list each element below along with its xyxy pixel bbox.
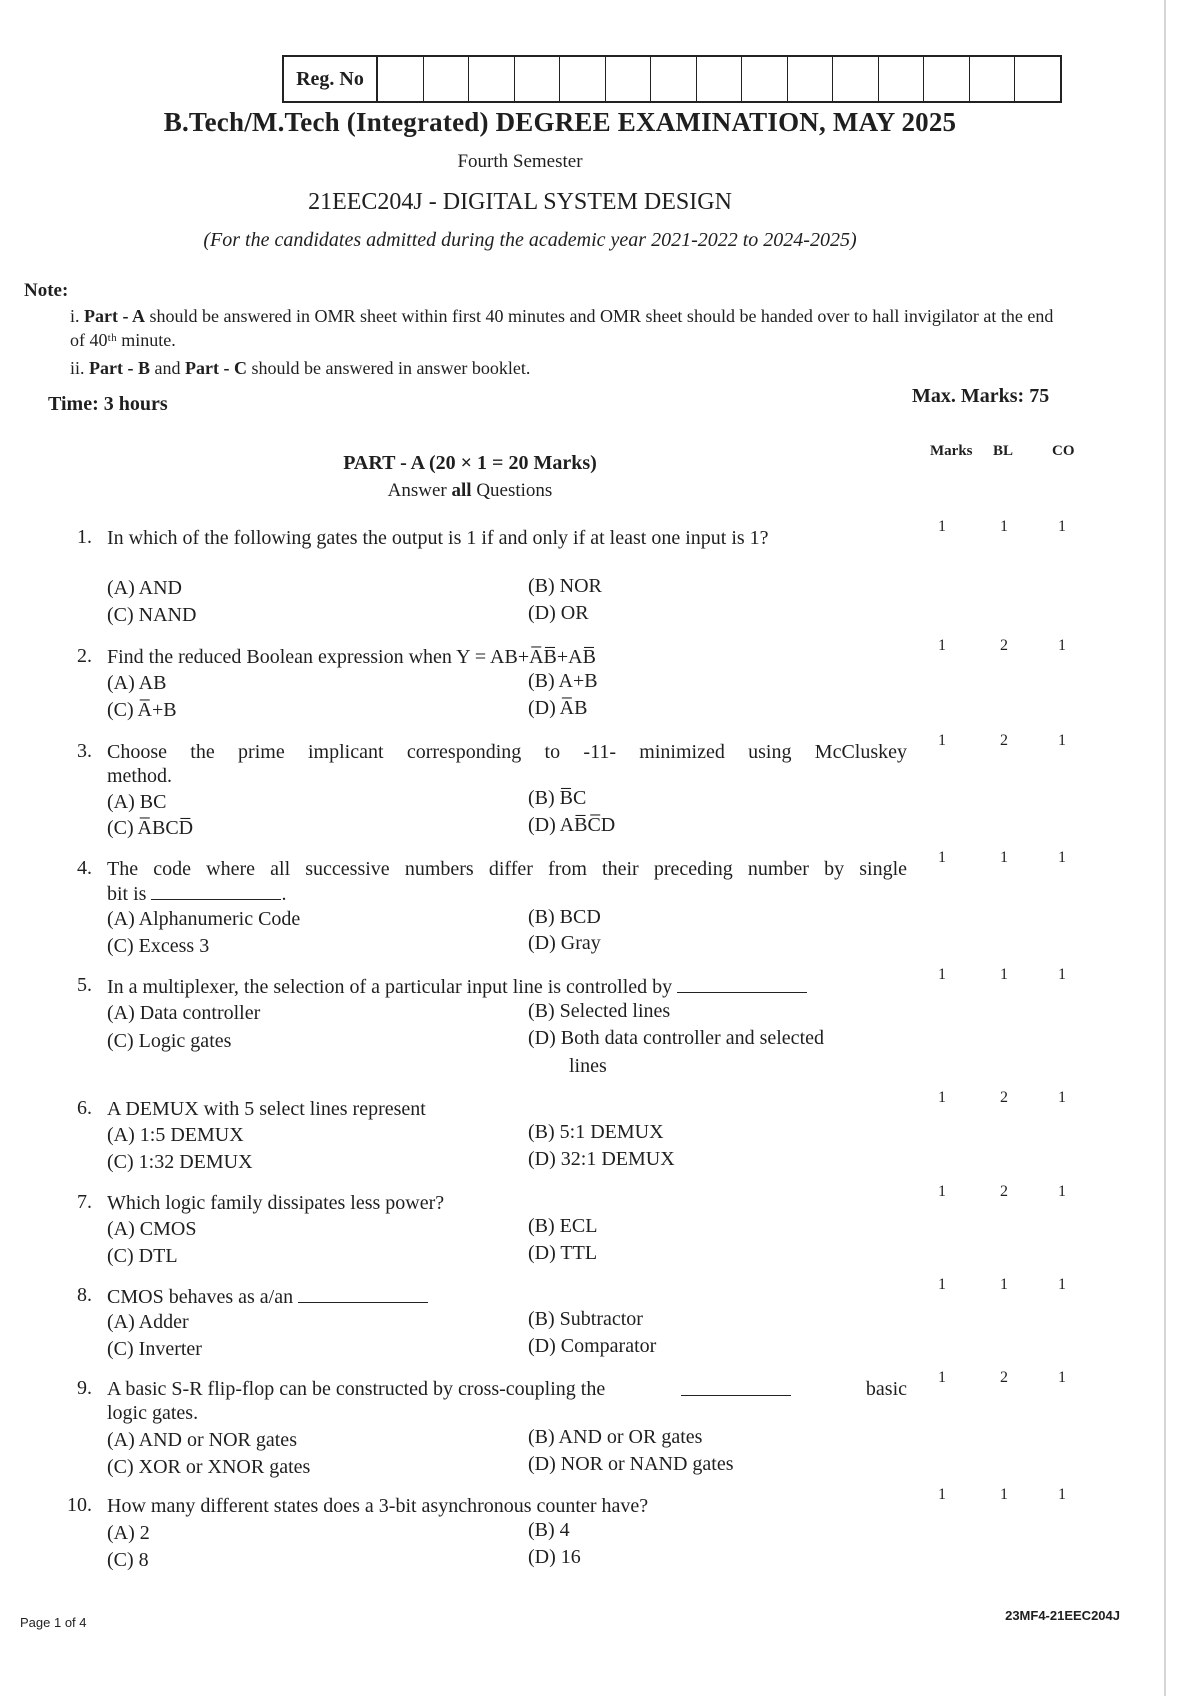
note-i-text: should be answered in OMR sheet within first 40 minutes and OMR sheet should be handed over to hall invigilator at the end of 40ᵗʰ minute.: [70, 306, 1054, 350]
question-co: 1: [1058, 1369, 1066, 1386]
option-c: (C) XOR or XNOR gates: [107, 1456, 311, 1478]
question-text: A DEMUX with 5 select lines represent: [107, 1098, 426, 1120]
option-a: (A) AND: [107, 577, 182, 599]
question-marks: 1: [938, 637, 946, 654]
option-a: (A) BC: [107, 791, 167, 813]
question-text-continued: bit is .: [107, 883, 287, 905]
option-d: (D) 16: [528, 1546, 581, 1568]
question-co: 1: [1058, 966, 1066, 983]
answer-blank: [298, 1284, 428, 1303]
column-header-co: CO: [1052, 443, 1075, 459]
question-text-line: [107, 1377, 907, 1401]
option-a: (A) AND or NOR gates: [107, 1429, 297, 1451]
option-c: (C) A̅BCD̅: [107, 817, 194, 839]
question-number: 1.: [77, 526, 92, 548]
paper-code: 23MF4-21EEC204J: [1005, 1608, 1120, 1623]
reg-cell[interactable]: [469, 57, 515, 101]
option-b: (B) B̅C: [528, 787, 587, 809]
question-marks: 1: [938, 518, 946, 535]
option-d: (D) Gray: [528, 932, 601, 954]
question-marks: 1: [938, 732, 946, 749]
question-text: Which logic family dissipates less power?: [107, 1192, 445, 1214]
reg-cell[interactable]: [970, 57, 1016, 101]
option-c: (C) Logic gates: [107, 1030, 232, 1052]
question-number: 8.: [77, 1284, 92, 1306]
note-item-i: [70, 304, 1070, 352]
instruction-post: Questions: [476, 480, 553, 501]
note-ii-part-b: Part - B: [89, 358, 150, 378]
reg-cell[interactable]: [515, 57, 561, 101]
column-header-marks: Marks: [930, 443, 973, 459]
reg-cell[interactable]: [924, 57, 970, 101]
question-number: 5.: [77, 974, 92, 996]
reg-cell[interactable]: [833, 57, 879, 101]
option-d: (D) TTL: [528, 1242, 598, 1264]
option-d: (D) Both data controller and selected: [528, 1027, 824, 1049]
option-b: (B) AND or OR gates: [528, 1426, 703, 1448]
option-c: (C) Inverter: [107, 1338, 202, 1360]
question-bl: 2: [1000, 637, 1008, 654]
question-bl: 1: [1000, 1486, 1008, 1503]
question-bl: 2: [1000, 1369, 1008, 1386]
admission-note: (For the candidates admitted during the academic year 2021-2022 to 2024-2025): [203, 229, 857, 251]
question-text: In a multiplexer, the selection of a particular input line is controlled by: [107, 976, 673, 998]
note-heading: Note:: [24, 280, 69, 301]
part-a-instruction: [150, 480, 790, 502]
option-d: (D) A̅B: [528, 697, 588, 719]
question-number: 3.: [77, 740, 92, 762]
question-text-line: [107, 974, 907, 999]
reg-cell[interactable]: [1015, 57, 1060, 101]
question-co: 1: [1058, 1276, 1066, 1293]
question-text-tail: bit is: [107, 883, 147, 905]
option-d: (D) NOR or NAND gates: [528, 1453, 734, 1475]
question-number: 6.: [77, 1097, 92, 1119]
question-co: 1: [1058, 518, 1066, 535]
column-header-bl: BL: [993, 443, 1014, 459]
question-bl: 1: [1000, 966, 1008, 983]
part-a-heading: PART - A (20 × 1 = 20 Marks): [343, 452, 597, 474]
reg-cell[interactable]: [879, 57, 925, 101]
note-ii-prefix: ii.: [70, 358, 85, 378]
option-d: (D) OR: [528, 602, 589, 624]
reg-cell[interactable]: [742, 57, 788, 101]
answer-blank: [151, 881, 281, 900]
option-a: (A) CMOS: [107, 1218, 197, 1240]
reg-cell[interactable]: [606, 57, 652, 101]
option-c: (C) 1:32 DEMUX: [107, 1151, 253, 1173]
question-co: 1: [1058, 849, 1066, 866]
note-i-part-a: Part - A: [84, 306, 145, 326]
exam-duration: Time: 3 hours: [48, 393, 168, 415]
option-c: (C) 8: [107, 1549, 149, 1571]
note-ii-part-c: Part - C: [185, 358, 247, 378]
answer-blank: [681, 1377, 791, 1396]
question-bl: 1: [1000, 849, 1008, 866]
instruction-pre: Answer: [387, 480, 447, 501]
option-a: (A) Adder: [107, 1311, 189, 1333]
question-marks: 1: [938, 1276, 946, 1293]
option-b: (B) A+B: [528, 670, 598, 692]
reg-cell[interactable]: [560, 57, 606, 101]
question-text: Choose the prime implicant corresponding to -11- minimized using McCluskey: [107, 741, 907, 763]
reg-cell[interactable]: [424, 57, 470, 101]
question-marks: 1: [938, 1183, 946, 1200]
option-c: (C) NAND: [107, 604, 197, 626]
option-c: (C) Excess 3: [107, 935, 210, 957]
option-a: (A) AB: [107, 672, 167, 694]
option-b: (B) Selected lines: [528, 1000, 671, 1022]
option-b: (B) ECL: [528, 1215, 598, 1237]
question-text: A basic S-R flip-flop can be constructed by cross-coupling the: [107, 1378, 606, 1400]
question-co: 1: [1058, 1183, 1066, 1200]
reg-cell[interactable]: [697, 57, 743, 101]
note-ii-and: and: [154, 358, 181, 378]
answer-blank: [677, 974, 807, 993]
option-a: (A) 2: [107, 1522, 150, 1544]
question-marks: 1: [938, 1089, 946, 1106]
question-text: CMOS behaves as a/an: [107, 1286, 294, 1308]
option-a: (A) 1:5 DEMUX: [107, 1124, 244, 1146]
note-i-prefix: i.: [70, 306, 80, 326]
registration-number-box: [282, 55, 1062, 103]
option-b: (B) 4: [528, 1519, 570, 1541]
reg-cell[interactable]: [788, 57, 834, 101]
question-bl: 2: [1000, 1183, 1008, 1200]
option-a: (A) Alphanumeric Code: [107, 908, 301, 930]
option-b: (B) BCD: [528, 906, 601, 928]
question-marks: 1: [938, 1486, 946, 1503]
question-marks: 1: [938, 1369, 946, 1386]
question-text-end: basic: [865, 1378, 907, 1400]
course-title: 21EEC204J - DIGITAL SYSTEM DESIGN: [308, 189, 732, 215]
instruction-bold: all: [451, 480, 472, 501]
option-c: (C) A̅+B: [107, 699, 177, 721]
question-text: Find the reduced Boolean expression when Y = AB+A̅B̅+AB̅: [107, 646, 596, 668]
max-marks: Max. Marks: 75: [912, 385, 1050, 407]
option-b: (B) Subtractor: [528, 1308, 643, 1330]
question-number: 2.: [77, 645, 92, 667]
question-text-line: [107, 1284, 907, 1309]
question-co: 1: [1058, 732, 1066, 749]
question-number: 7.: [77, 1191, 92, 1213]
option-b: (B) 5:1 DEMUX: [528, 1121, 664, 1143]
reg-cell[interactable]: [378, 57, 424, 101]
question-text: How many different states does a 3-bit asynchronous counter have?: [107, 1495, 649, 1517]
question-marks: 1: [938, 849, 946, 866]
note-item-ii: [70, 356, 530, 380]
option-d: (D) 32:1 DEMUX: [528, 1148, 675, 1170]
page-edge-line: [1164, 0, 1166, 1696]
question-marks: 1: [938, 966, 946, 983]
question-text-continued: method.: [107, 765, 172, 787]
exam-title: B.Tech/M.Tech (Integrated) DEGREE EXAMINATION, MAY 2025: [163, 107, 957, 137]
page-number: Page 1 of 4: [20, 1615, 87, 1630]
reg-cell[interactable]: [651, 57, 697, 101]
option-d-continued: lines: [569, 1055, 607, 1077]
question-number: 9.: [77, 1377, 92, 1399]
question-bl: 2: [1000, 732, 1008, 749]
question-number: 4.: [77, 857, 92, 879]
question-co: 1: [1058, 637, 1066, 654]
question-co: 1: [1058, 1089, 1066, 1106]
question-co: 1: [1058, 1486, 1066, 1503]
option-d: (D) AB̅C̅D: [528, 814, 616, 836]
question-bl: 1: [1000, 518, 1008, 535]
option-c: (C) DTL: [107, 1245, 178, 1267]
semester-label: Fourth Semester: [457, 151, 583, 172]
question-text: In which of the following gates the output is 1 if and only if at least one input is 1?: [107, 527, 769, 549]
question-text-continued: logic gates.: [107, 1402, 199, 1424]
question-bl: 1: [1000, 1276, 1008, 1293]
question-number: 10.: [67, 1494, 92, 1516]
question-text: The code where all successive numbers differ from their preceding number by single: [107, 858, 907, 880]
option-d: (D) Comparator: [528, 1335, 657, 1357]
option-b: (B) NOR: [528, 575, 602, 597]
note-ii-text: should be answered in answer booklet.: [251, 358, 531, 378]
reg-no-label: Reg. No: [284, 57, 378, 101]
option-a: (A) Data controller: [107, 1002, 261, 1024]
question-bl: 2: [1000, 1089, 1008, 1106]
